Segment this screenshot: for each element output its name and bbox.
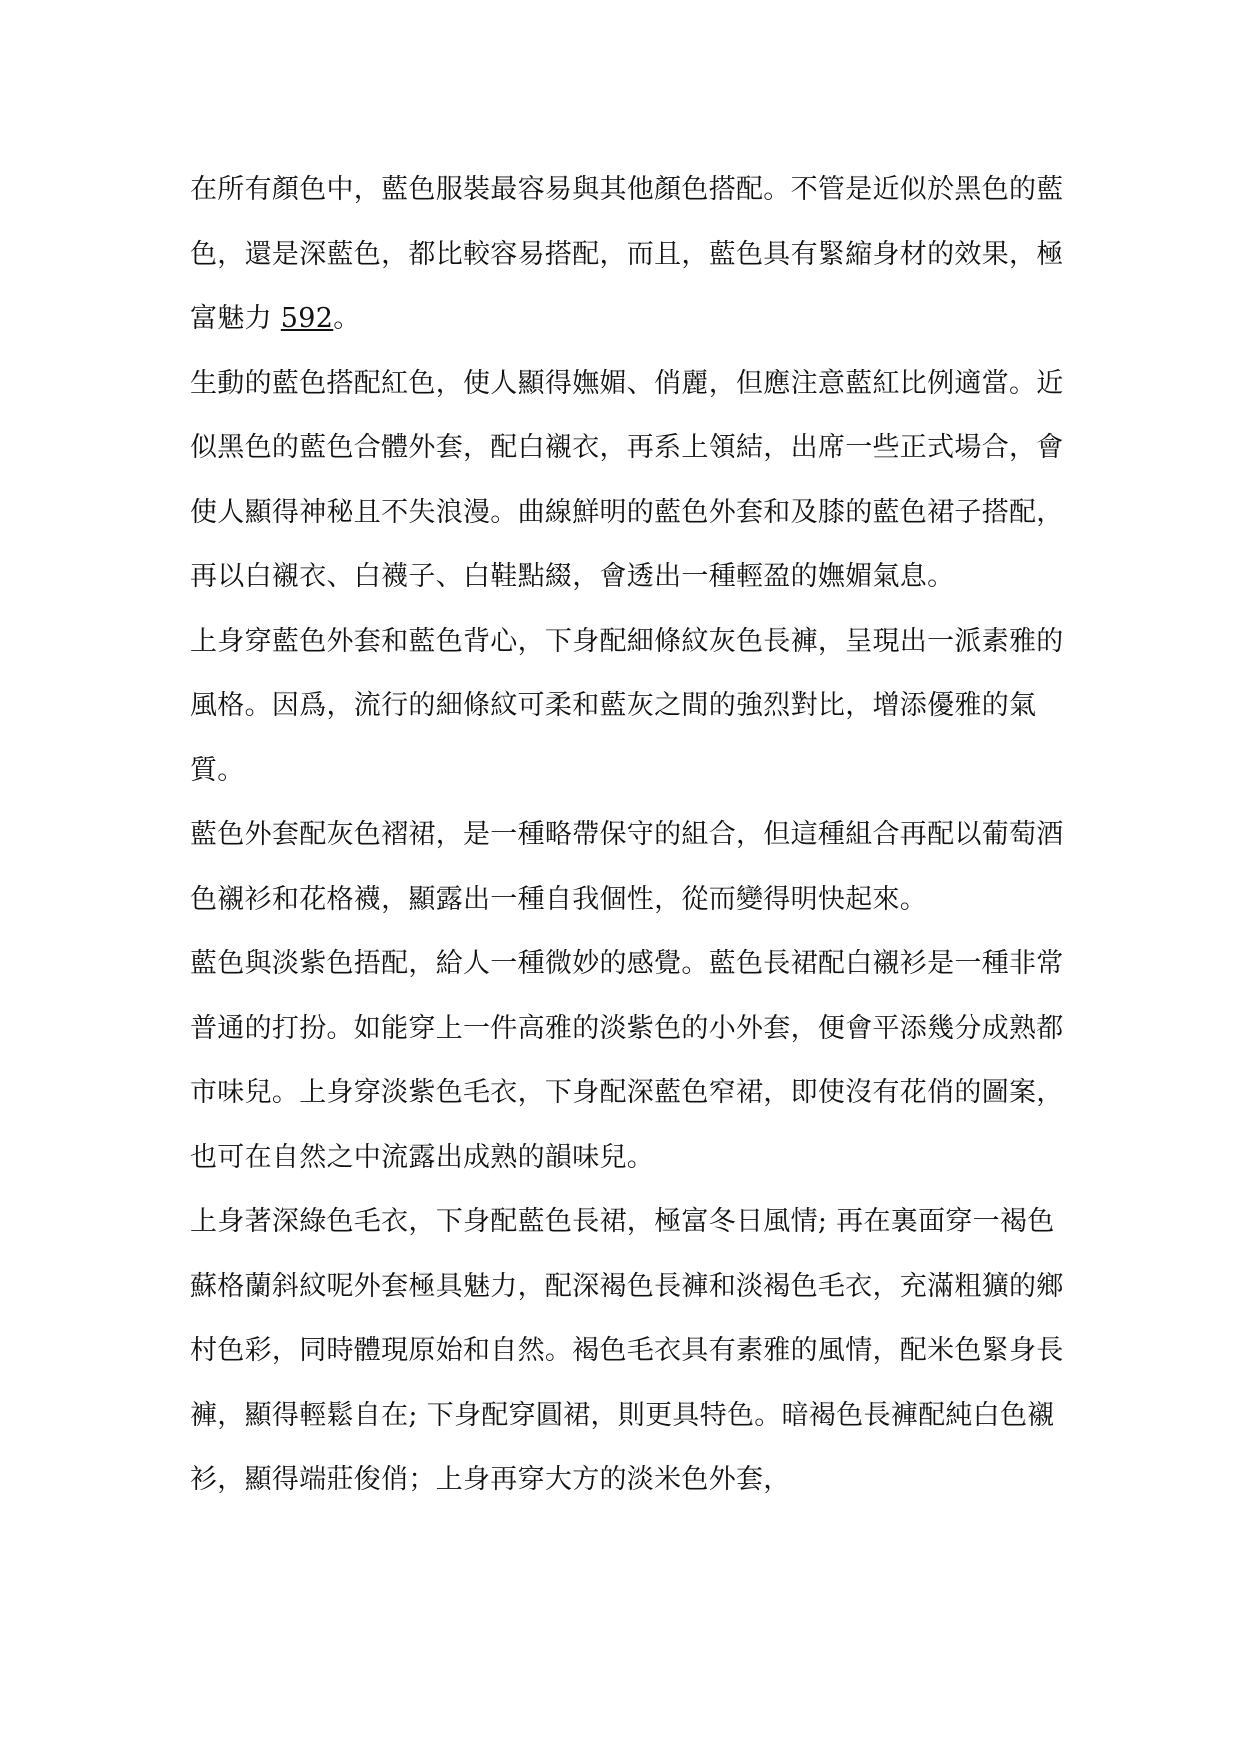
paragraph-1-text: 在所有顏色中，藍色服裝最容易與其他顏色搭配。不管是近似於黑色的藍色，還是深藍色，都比較容易搭配，而且，藍色具有緊縮身材的效果，極富魅力 [190,174,1064,334]
paragraph-6: 上身著深綠色毛衣，下身配藍色長裙，極富冬日風情; 再在裏面穿一褐色蘇格蘭斜紋呢外套極具魅力，配深褐色長褲和淡褐色毛衣，充滿粗獷的鄉村色彩，同時體現原始和自然。褐色毛衣具有素雅的風情，配米色緊身長褲，顯得輕鬆自在; 下身配穿圓裙，則更具特色。暗褐色長褲配純白色襯衫，顯得端莊俊俏；上身再穿大方的淡米色外套， [190,1206,1064,1495]
paragraph-2: 生動的藍色搭配紅色，使人顯得嫵媚、俏麗，但應注意藍紅比例適當。近似黑色的藍色合體外套，配白襯衣，再系上領結，出席一些正式場合，會使人顯得神秘且不失浪漫。曲線鮮明的藍色外套和及膝的藍色裙子搭配，再以白襯衣、白襪子、白鞋點綴，會透出一種輕盈的嫵媚氣息。 [190,367,1064,592]
document-body [190,158,1070,1513]
paragraph-1 [190,158,1070,352]
reference-link-592[interactable]: 592 [280,303,334,334]
paragraph-3: 上身穿藍色外套和藍色背心，下身配細條紋灰色長褲，呈現出一派素雅的風格。因爲，流行的細條紋可柔和藍灰之間的強烈對比，增添優雅的氣質。 [190,625,1064,786]
paragraph-1-end: 。 [333,303,361,334]
paragraph-5: 藍色與淡紫色捂配，給人一種微妙的感覺。藍色長裙配白襯衫是一種非常普通的打扮。如能穿上一件高雅的淡紫色的小外套，便會平添幾分成熟都市味兒。上身穿淡紫色毛衣，下身配深藍色窄裙，即使沒有花俏的圖案，也可在自然之中流露出成熟的韻味兒。 [190,948,1064,1173]
paragraph-4: 藍色外套配灰色褶裙，是一種略帶保守的組合，但這種組合再配以葡萄酒色襯衫和花格襪，顯露出一種自我個性，從而變得明快起來。 [190,819,1064,915]
